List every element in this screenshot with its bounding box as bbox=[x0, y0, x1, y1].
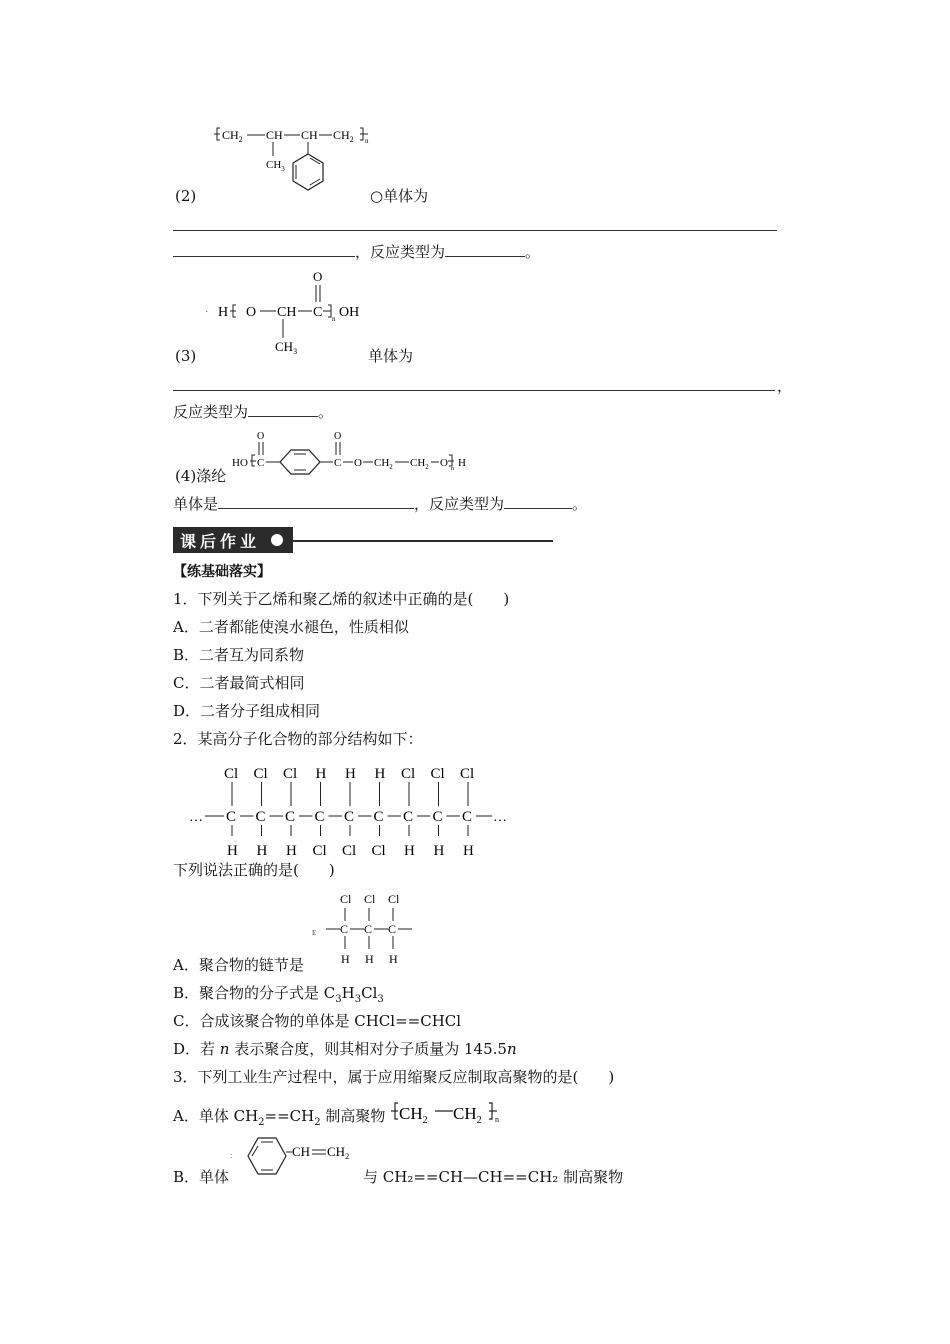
problem-3-option-a[interactable]: A．单体 $CH_2==CH_2$ 制高聚物 bbox=[173, 1107, 386, 1128]
polymer-formula-q4 bbox=[230, 428, 480, 478]
svg-text:O: O bbox=[440, 457, 448, 469]
chain-bottom-atom: Cl bbox=[312, 843, 327, 859]
polymer-formula-q2 bbox=[210, 118, 380, 203]
svg-text:CH: CH bbox=[292, 1144, 311, 1159]
svg-text:CH2: $CH_2$ bbox=[222, 128, 243, 144]
svg-text:CH2: $CH_2$ bbox=[453, 1104, 482, 1126]
svg-text:CH3: $CH_3$ bbox=[266, 159, 285, 173]
svg-text:C: C bbox=[257, 457, 265, 469]
chain-top-atom: Cl bbox=[430, 766, 445, 782]
problem-1-stem: 1．下列关于乙烯和聚乙烯的叙述中正确的是( ) bbox=[173, 590, 510, 608]
chain-top-atom: Cl bbox=[401, 766, 416, 782]
q2-reaction-prompt: ，反应类型为 bbox=[355, 243, 446, 261]
q2-number: (2) bbox=[175, 187, 197, 205]
svg-text:C: C bbox=[340, 922, 349, 936]
problem-1-option-b[interactable]: B．二者互为同系物 bbox=[173, 646, 305, 664]
chain-bottom-atom: H bbox=[433, 843, 445, 859]
chain-carbon: C bbox=[255, 809, 266, 825]
styrene-formula bbox=[228, 1132, 363, 1192]
svg-text:CH2: $CH_2$ bbox=[399, 1104, 428, 1126]
svg-text:CH2: $CH_2$ bbox=[327, 1144, 350, 1161]
polyethylene-formula bbox=[385, 1095, 515, 1127]
period: 。 bbox=[525, 243, 541, 261]
chain-top-atom: Cl bbox=[460, 766, 475, 782]
chain-bottom-atom: H bbox=[227, 843, 238, 859]
chain-carbon: C bbox=[344, 809, 355, 825]
q3-number: (3) bbox=[175, 347, 197, 365]
problem-2-option-b[interactable]: B．聚合物的分子式是 $C_3H_3Cl_3$ bbox=[173, 984, 384, 1005]
chain-bottom-atom: H bbox=[404, 843, 415, 859]
chain-top-atom: H bbox=[345, 766, 356, 782]
q4-reaction-prompt: ，反应类型为 bbox=[414, 495, 505, 513]
svg-text:C: C bbox=[364, 922, 373, 936]
chain-top-atom: Cl bbox=[224, 766, 239, 782]
chain-carbon: C bbox=[432, 809, 443, 825]
chain-carbon: C bbox=[373, 809, 384, 825]
chain-bottom-atom: H bbox=[286, 843, 297, 859]
svg-text:Cl: Cl bbox=[364, 892, 376, 906]
subheader: 【练基础落实】 bbox=[173, 564, 271, 580]
svg-text:·: · bbox=[205, 307, 209, 318]
chain-carbon: C bbox=[226, 809, 237, 825]
answer-blank-monomer[interactable] bbox=[218, 494, 414, 509]
svg-text:H: H bbox=[389, 952, 398, 966]
problem-1-option-a[interactable]: A．二者都能使溴水褪色，性质相似 bbox=[173, 618, 409, 636]
polymer-formula-q3 bbox=[200, 268, 380, 358]
svg-text:C: C bbox=[388, 922, 397, 936]
problem-2-option-a[interactable]: A．聚合物的链节是 bbox=[173, 956, 304, 974]
answer-blank-reaction-type[interactable] bbox=[445, 242, 525, 257]
q4-number: (4)涤纶 bbox=[175, 467, 227, 485]
answer-line[interactable] bbox=[173, 230, 777, 231]
q4-answer-row bbox=[173, 494, 587, 514]
q2-answer-row bbox=[173, 242, 540, 262]
problem-2-question: 下列说法正确的是( ) bbox=[173, 861, 335, 879]
answer-blank-monomer[interactable] bbox=[173, 242, 355, 257]
chain-carbon: C bbox=[314, 809, 325, 825]
svg-text:O: O bbox=[313, 269, 323, 284]
chain-top-atom: Cl bbox=[283, 766, 298, 782]
svg-text:O: O bbox=[246, 305, 257, 320]
svg-text:Cl: Cl bbox=[340, 892, 352, 906]
polymer-chain-structure bbox=[185, 758, 515, 863]
svg-text:C: C bbox=[334, 457, 342, 469]
svg-text:CH: CH bbox=[301, 128, 318, 142]
problem-2-stem: 2．某高分子化合物的部分结构如下： bbox=[173, 730, 423, 748]
svg-text:O: O bbox=[257, 431, 265, 442]
period: 。 bbox=[572, 495, 588, 513]
q3-monomer-prompt: 单体为 bbox=[368, 347, 414, 365]
answer-blank-reaction-type[interactable] bbox=[248, 402, 318, 417]
svg-text:H: H bbox=[341, 952, 350, 966]
q4-monomer-prompt: 单体是 bbox=[173, 495, 219, 513]
problem-2-option-c[interactable]: C．合成该聚合物的单体是 CHCl==CHCl bbox=[173, 1012, 462, 1030]
svg-text:E: E bbox=[312, 929, 317, 937]
bullet-circle-icon bbox=[269, 532, 285, 548]
svg-text:H: H bbox=[365, 952, 374, 966]
svg-text:O: O bbox=[354, 457, 362, 469]
svg-text:Cl: Cl bbox=[388, 892, 400, 906]
svg-text:CH: CH bbox=[266, 128, 283, 142]
chain-carbon: C bbox=[403, 809, 414, 825]
period: 。 bbox=[318, 403, 334, 421]
problem-1-option-d[interactable]: D．二者分子组成相同 bbox=[173, 702, 321, 720]
chain-top-atom: Cl bbox=[253, 766, 268, 782]
chain-carbon: C bbox=[462, 809, 473, 825]
svg-text::: : bbox=[230, 1151, 233, 1160]
svg-text:CH: CH bbox=[277, 305, 297, 320]
section-header: 课后作业 bbox=[180, 532, 261, 551]
svg-text:n: n bbox=[365, 137, 369, 145]
svg-text:HO: HO bbox=[232, 457, 248, 469]
problem-3-stem: 3．下列工业生产过程中，属于应用缩聚反应制取高聚物的是( ) bbox=[173, 1068, 615, 1086]
svg-text:n: n bbox=[451, 466, 454, 472]
chain-bottom-atom: H bbox=[256, 843, 268, 859]
svg-text:n: n bbox=[332, 315, 336, 323]
chain-dots-left: … bbox=[189, 810, 203, 825]
problem-3-option-b-prefix[interactable]: B．单体 bbox=[173, 1168, 230, 1186]
q2-monomer-prompt: ○单体为 bbox=[370, 187, 429, 205]
chain-carbon: C bbox=[285, 809, 296, 825]
comma: ， bbox=[777, 377, 793, 395]
svg-text:H: H bbox=[458, 457, 466, 469]
svg-text:CH2: $CH_2$ bbox=[333, 128, 354, 144]
problem-1-option-c[interactable]: C．二者最简式相同 bbox=[173, 674, 305, 692]
svg-text:C: C bbox=[313, 305, 323, 320]
q3-reaction-prompt: 反应类型为 bbox=[173, 403, 249, 421]
q3-answer-row bbox=[173, 402, 333, 422]
svg-text:CH2: $CH_2$ bbox=[410, 457, 429, 471]
svg-text:CH3: $CH_3$ bbox=[275, 339, 298, 356]
svg-text:H: H bbox=[218, 305, 229, 320]
chain-bottom-atom: Cl bbox=[371, 843, 386, 859]
problem-3-option-b-suffix: 与 CH₂==CH—CH==CH₂ 制高聚物 bbox=[363, 1168, 624, 1186]
chain-top-atom: H bbox=[315, 766, 327, 782]
chain-bottom-atom: H bbox=[463, 843, 474, 859]
svg-text:n: n bbox=[495, 1115, 499, 1124]
chain-dots-right: … bbox=[493, 810, 507, 825]
answer-blank-reaction-type[interactable] bbox=[504, 494, 572, 509]
chain-bottom-atom: Cl bbox=[342, 843, 357, 859]
svg-text:CH2: $CH_2$ bbox=[374, 457, 393, 471]
svg-text:O: O bbox=[334, 431, 342, 442]
answer-line-monomer[interactable] bbox=[173, 390, 775, 391]
problem-2-option-d[interactable]: D．若 n 表示聚合度，则其相对分子质量为 145.5n bbox=[173, 1040, 517, 1058]
section-header-rule bbox=[293, 540, 553, 542]
chain-top-atom: H bbox=[374, 766, 386, 782]
svg-text:OH: OH bbox=[339, 305, 360, 320]
repeating-unit-formula bbox=[310, 888, 420, 968]
